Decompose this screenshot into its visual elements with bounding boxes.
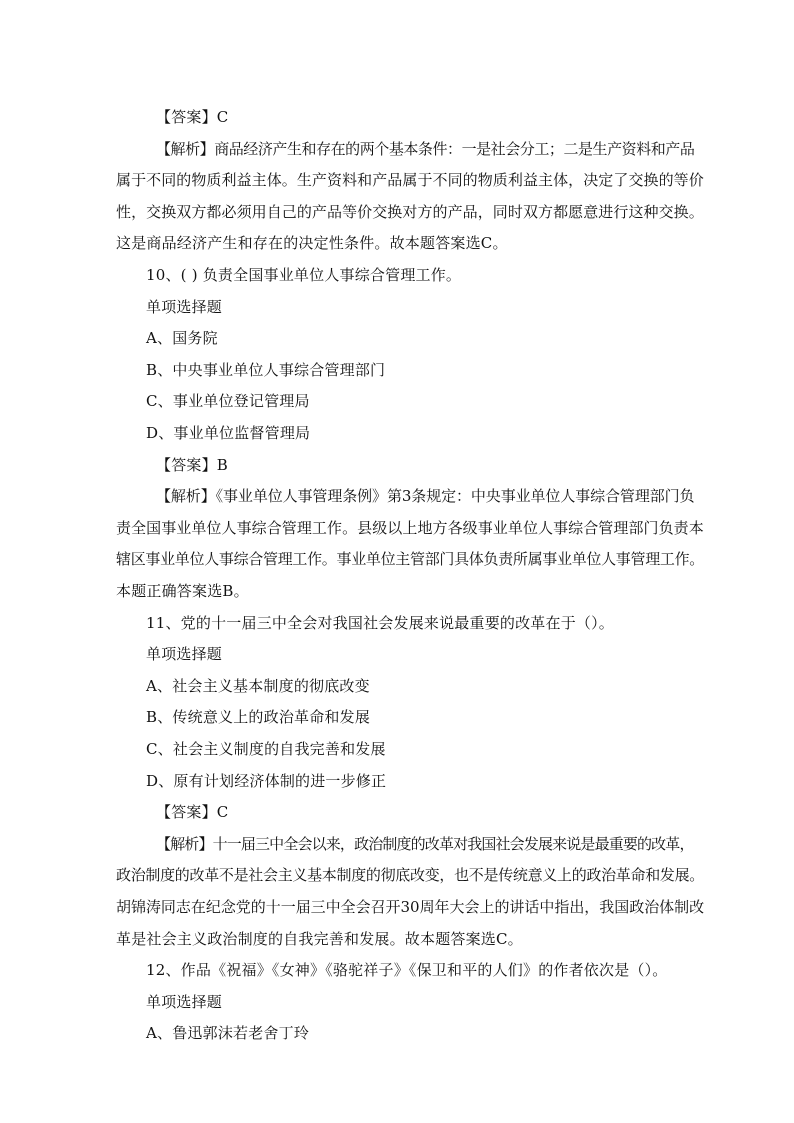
option-a: A、国务院 [146,329,218,348]
option-a: A、鲁迅郭沫若老舍丁玲 [146,1024,310,1043]
option-b: B、传统意义上的政治革命和发展 [146,708,371,727]
analysis-line: 政治制度的改革不是社会主义基本制度的彻底改变，也不是传统意义上的政治革命和发展。 [116,866,705,885]
analysis-line: 辖区事业单位人事综合管理工作。事业单位主管部门具体负责所属事业单位人事管理工作。 [116,550,705,569]
answer-line: 【答案】C [156,803,229,822]
analysis-line: 【解析】《事业单位人事管理条例》第3条规定：中央事业单位人事综合管理部门负 [156,487,695,506]
question-type: 单项选择题 [146,645,223,664]
question-text: 11、党的十一届三中全会对我国社会发展来说最重要的改革在于（）。 [146,613,614,632]
question-type: 单项选择题 [146,992,223,1011]
analysis-line: 本题正确答案选B。 [116,582,249,600]
question-text: 10、( ) 负责全国事业单位人事综合管理工作。 [146,266,462,284]
analysis-line: 这是商品经济产生和存在的决定性条件。故本题答案选C。 [116,234,508,253]
analysis-line: 【解析】商品经济产生和存在的两个基本条件：一是社会分工；二是生产资料和产品 [156,139,695,158]
question-text: 12、作品《祝福》《女神》《骆驼祥子》《保卫和平的人们》的作者依次是（）。 [146,961,668,980]
option-b: B、中央事业单位人事综合管理部门 [146,360,386,379]
option-d: D、事业单位监督管理局 [146,424,311,442]
option-c: C、事业单位登记管理局 [146,392,310,411]
option-a: A、社会主义基本制度的彻底改变 [146,676,370,695]
option-c: C、社会主义制度的自我完善和发展 [146,740,386,758]
analysis-line: 【解析】十一届三中全会以来，政治制度的改革对我国社会发展来说是最重要的改革， [156,834,694,853]
analysis-line: 革是社会主义政治制度的自我完善和发展。故本题答案选C。 [116,929,523,948]
answer-line: 【答案】B [156,455,229,474]
analysis-line: 属于不同的物质利益主体。生产资料和产品属于不同的物质利益主体，决定了交换的等价 [116,171,704,190]
analysis-line: 责全国事业单位人事综合管理工作。县级以上地方各级事业单位人事综合管理部门负责本 [116,518,704,537]
question-type: 单项选择题 [146,297,223,316]
analysis-line: 性，交换双方都必须用自己的产品等价交换对方的产品，同时双方都愿意进行这种交换。 [116,202,704,221]
answer-line: 【答案】C [156,108,229,126]
option-d: D、原有计划经济体制的进一步修正 [146,771,387,790]
analysis-line: 胡锦涛同志在纪念党的十一届三中全会召开30周年大会上的讲话中指出，我国政治体制改 [116,898,705,916]
